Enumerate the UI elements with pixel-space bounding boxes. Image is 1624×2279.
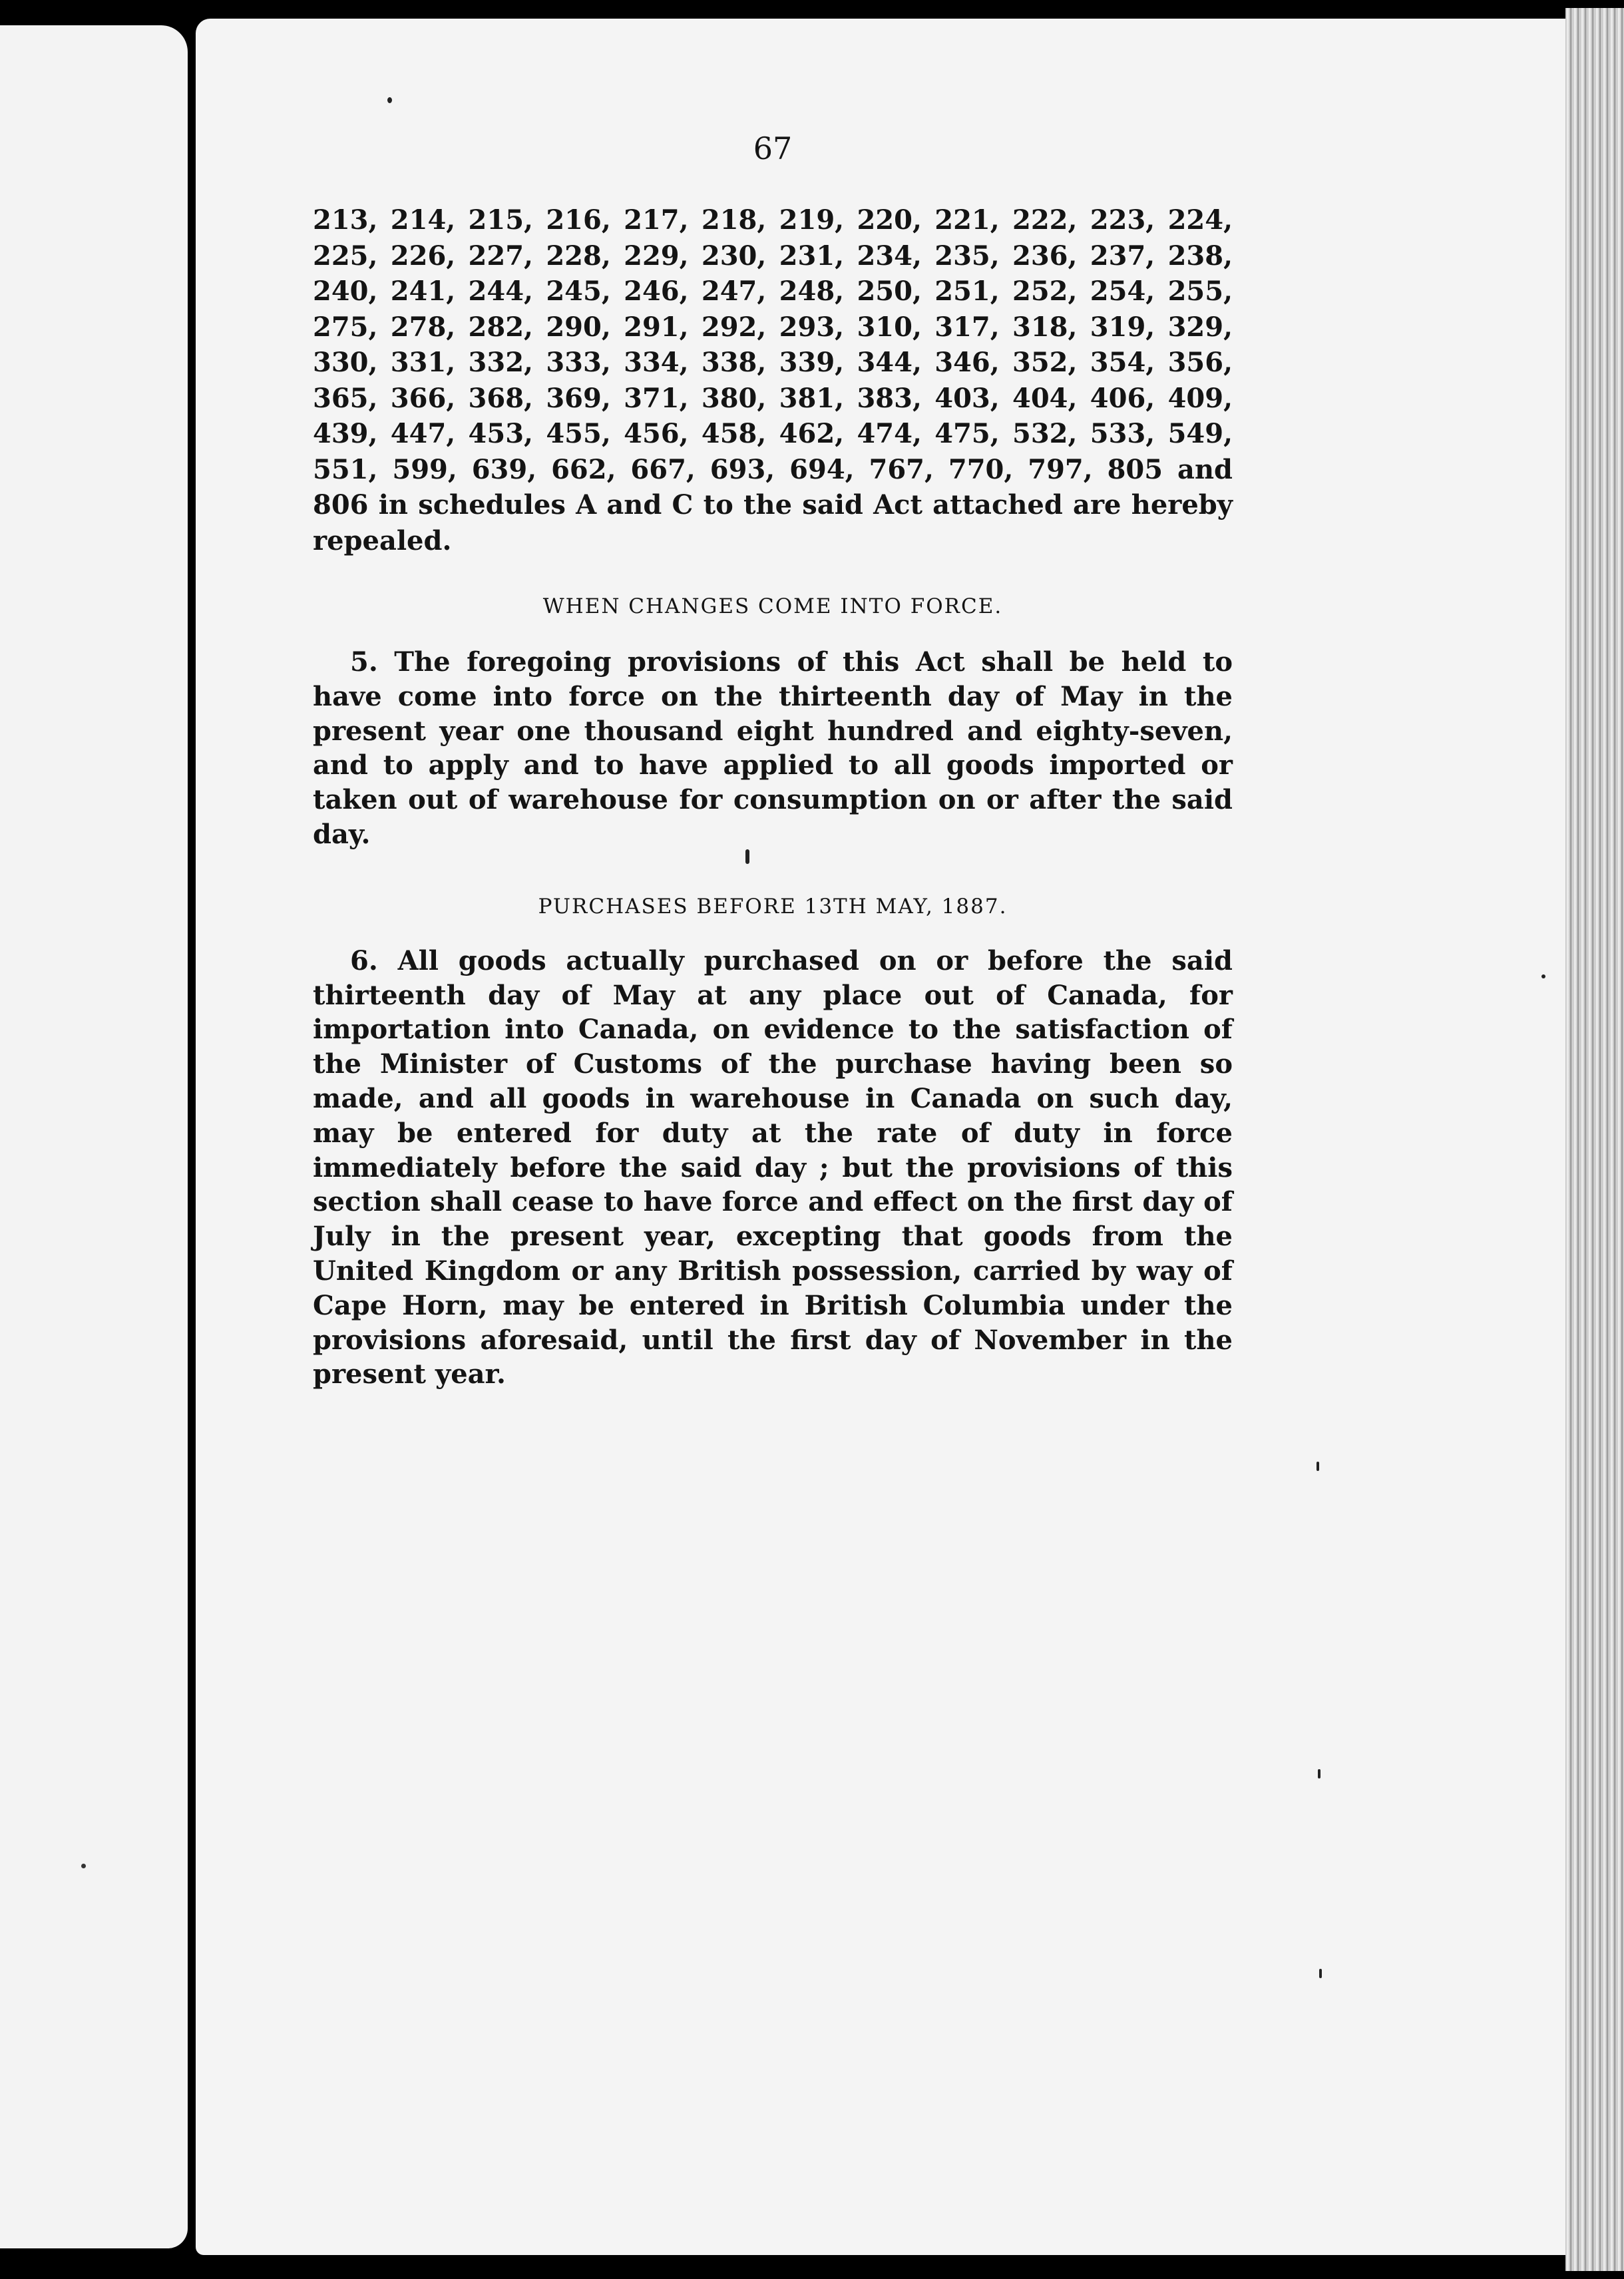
section-heading: WHEN CHANGES COME INTO FORCE. <box>542 594 1003 618</box>
section-text: The foregoing provisions of this Act shall be held to have come into force on the thirteenth day of May in the present year one thousand eight hundred and eighty-seven, and to apply and to have applied to all goods imported or taken out of warehouse for consumption on or after the said day. <box>313 646 1233 850</box>
section-paragraph <box>313 944 1233 1392</box>
section-number: 5. <box>350 646 378 678</box>
page-edges <box>1565 8 1624 2271</box>
ink-speck <box>1317 1462 1319 1471</box>
ink-speck <box>1319 1969 1322 1978</box>
repealed-items-list: 213, 214, 215, 216, 217, 218, 219, 220, 221, 222, 223, 224, 225, 226, 227, 228, 229, 230, 231, 234, 235, 236, 237, 238, 240, 241, 244, 245, 246, 247, 248, 250, 251, 252, 254, 255, 275, 278, 282, 290, 291, 292, 293, 310, 317, 318, 319, 329, 330, 331, 332, 333, 334, 338, 339, 344, 346, 352, 354, 356, 365, 366, 368, 369, 371, 380, 381, 383, 403, 404, 406, 409, 439, 447, 453, 455, 456, 458, 462, 474, 475, 532, 533, 549, 551, 599, 639, 662, 667, 693, 694, 767, 770, 797, 805 and 806 in schedules A and C to the said Act attached are hereby repealed. <box>313 204 1233 556</box>
ink-speck <box>81 1864 86 1868</box>
ink-speck <box>1318 1769 1320 1778</box>
page-number: 67 <box>753 130 793 166</box>
page-text <box>313 129 1233 1392</box>
section-paragraph <box>313 645 1233 852</box>
section-heading: PURCHASES BEFORE 13TH MAY, 1887. <box>538 894 1008 919</box>
section-number: 6. <box>350 944 378 976</box>
ink-speck <box>1541 974 1545 978</box>
section-text: All goods actually purchased on or before the said thirteenth day of May at any place out of Canada, for importation into Canada, on evidence to the satisfaction of the Minister of Customs of the purchase having been so made, and all goods in warehouse in Canada on such day, may be entered for duty at the rate of duty in force immediately before the said day ; but the provisions of this section shall cease to have force and effect on the first day of July in the present year, excepting that goods from the United Kingdom or any British possession, carried by way of Cape Horn, may be entered in British Columbia under the provisions aforesaid, until the first day of November in the present year. <box>313 944 1233 1390</box>
left-page <box>0 25 188 2248</box>
ink-speck <box>387 97 392 103</box>
